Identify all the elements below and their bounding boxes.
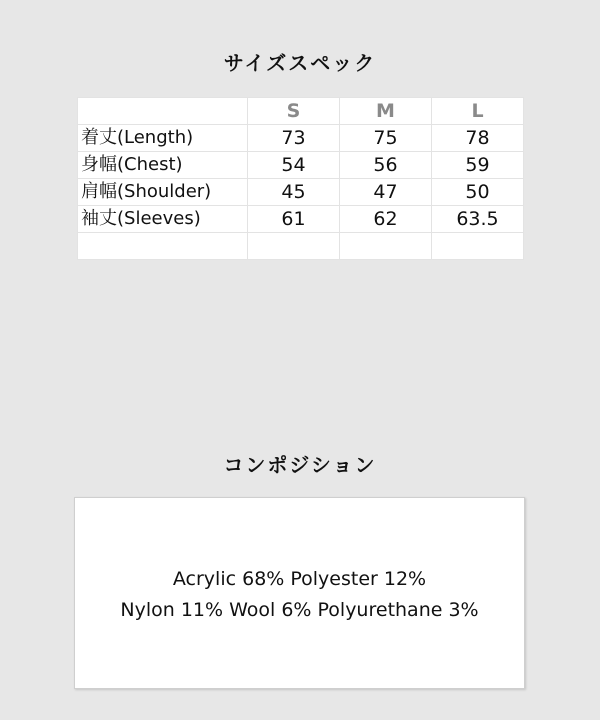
cell-value: 54	[248, 152, 340, 179]
cell-value	[340, 233, 432, 260]
cell-value: 73	[248, 125, 340, 152]
cell-value: 62	[340, 206, 432, 233]
row-label: 袖丈(Sleeves)	[78, 206, 248, 233]
header-cell-s: S	[248, 98, 340, 125]
cell-value	[432, 233, 524, 260]
row-label: 着丈(Length)	[78, 125, 248, 152]
size-spec-table	[77, 97, 524, 260]
cell-value: 56	[340, 152, 432, 179]
composition-heading: コンポジション	[223, 453, 377, 477]
table-row	[78, 152, 524, 179]
cell-value: 59	[432, 152, 524, 179]
cell-value: 50	[432, 179, 524, 206]
table-row	[78, 206, 524, 233]
cell-value: 78	[432, 125, 524, 152]
table-header-row	[78, 98, 524, 125]
cell-value: 47	[340, 179, 432, 206]
table-row	[78, 125, 524, 152]
cell-value: 45	[248, 179, 340, 206]
composition-line: Acrylic 68% Polyester 12%	[172, 568, 427, 590]
composition-box	[74, 497, 525, 689]
row-label: 身幅(Chest)	[78, 152, 248, 179]
header-cell-m: M	[340, 98, 432, 125]
cell-value: 75	[340, 125, 432, 152]
size-spec-heading: サイズスペック	[223, 51, 377, 75]
table-row	[78, 179, 524, 206]
cell-value	[248, 233, 340, 260]
row-label: 肩幅(Shoulder)	[78, 179, 248, 206]
cell-value: 63.5	[432, 206, 524, 233]
composition-line: Nylon 11% Wool 6% Polyurethane 3%	[120, 599, 479, 621]
header-cell-empty	[78, 98, 248, 125]
table-row	[78, 233, 524, 260]
cell-value: 61	[248, 206, 340, 233]
header-cell-l: L	[432, 98, 524, 125]
row-label	[78, 233, 248, 260]
